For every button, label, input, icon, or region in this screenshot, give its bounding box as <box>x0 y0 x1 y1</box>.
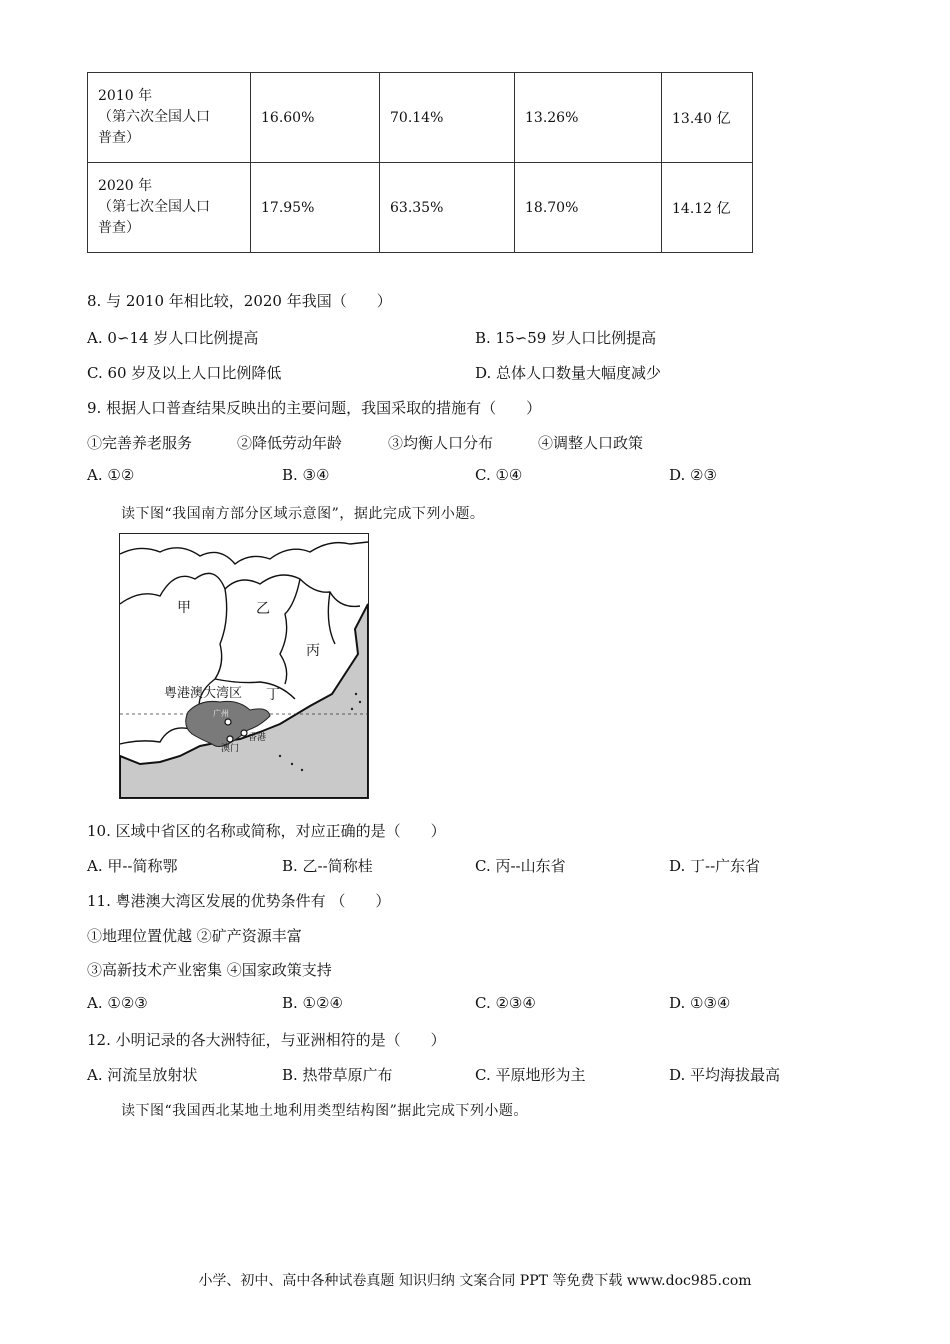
q10-stem: 10. 区域中省区的名称或简称，对应正确的是（ ） <box>87 822 446 840</box>
q10-option-a[interactable]: A. 甲--简称鄂 <box>87 857 178 875</box>
q8-option-d[interactable]: D. 总体人口数量大幅度减少 <box>475 364 662 382</box>
census-label-end: 普查） <box>98 220 140 236</box>
q9-option-b[interactable]: B. ③④ <box>282 466 330 484</box>
q9-stem: 9. 根据人口普查结果反映出的主要问题，我国采取的措施有（ ） <box>87 399 542 417</box>
cell-total-population: 13.40 亿 <box>662 73 753 163</box>
q11-option-a[interactable]: A. ①②③ <box>87 994 148 1012</box>
page-footer: 小学、初中、高中各种试卷真题 知识归纳 文案合同 PPT 等免费下载 www.doc985.com <box>198 1273 752 1289</box>
chart-intro: 读下图“我国西北某地土地利用类型结构图”据此完成下列小题。 <box>121 1103 528 1119</box>
year-label: 2010 年 <box>98 88 153 104</box>
q11-stem: 11. 粤港澳大湾区发展的优势条件有 （ ） <box>87 892 391 910</box>
q10-option-d[interactable]: D. 丁--广东省 <box>669 857 761 875</box>
q12-option-c[interactable]: C. 平原地形为主 <box>475 1066 586 1084</box>
q9-item-2: ②降低劳动年龄 <box>237 434 343 452</box>
q11-option-d[interactable]: D. ①③④ <box>669 994 731 1012</box>
q12-stem: 12. 小明记录的各大洲特征，与亚洲相符的是（ ） <box>87 1031 446 1049</box>
cell-age-15-59: 70.14% <box>380 73 515 163</box>
q9-item-1: ①完善养老服务 <box>87 434 193 452</box>
q9-option-c[interactable]: C. ①④ <box>475 466 523 484</box>
census-label: （第六次全国人口 <box>98 109 210 125</box>
q9-option-a[interactable]: A. ①② <box>87 466 135 484</box>
q8-stem: 8. 与 2010 年相比较，2020 年我国（ ） <box>87 292 392 310</box>
q10-option-b[interactable]: B. 乙--简称桂 <box>282 857 373 875</box>
cell-age-15-59: 63.35% <box>380 163 515 253</box>
cell-age-0-14: 16.60% <box>251 73 380 163</box>
q11-option-b[interactable]: B. ①②④ <box>282 994 343 1012</box>
q10-option-c[interactable]: C. 丙--山东省 <box>475 857 566 875</box>
region-bing-label: 丙 <box>306 643 320 659</box>
cell-age-60-plus: 13.26% <box>515 73 662 163</box>
q11-items-line1: ①地理位置优越 ②矿产资源丰富 <box>87 927 302 945</box>
q8-option-b[interactable]: B. 15∽59 岁人口比例提高 <box>475 329 657 347</box>
q9-item-4: ④调整人口政策 <box>538 434 644 452</box>
q12-option-a[interactable]: A. 河流呈放射状 <box>87 1066 198 1084</box>
q12-option-b[interactable]: B. 热带草原广布 <box>282 1066 393 1084</box>
cell-age-0-14: 17.95% <box>251 163 380 253</box>
cell-age-60-plus: 18.70% <box>515 163 662 253</box>
table-row <box>88 73 753 163</box>
q9-item-3: ③均衡人口分布 <box>388 434 494 452</box>
year-label: 2020 年 <box>98 178 153 194</box>
region-ding-label: 丁 <box>266 687 280 703</box>
year-cell <box>88 73 251 163</box>
q12-option-d[interactable]: D. 平均海拔最高 <box>669 1066 781 1084</box>
region-jia-label: 甲 <box>177 600 191 616</box>
south-china-map <box>119 533 369 799</box>
map-intro: 读下图“我国南方部分区域示意图”，据此完成下列小题。 <box>121 506 485 522</box>
q11-option-c[interactable]: C. ②③④ <box>475 994 536 1012</box>
q8-option-c[interactable]: C. 60 岁及以上人口比例降低 <box>87 364 282 382</box>
q11-items-line2: ③高新技术产业密集 ④国家政策支持 <box>87 961 332 979</box>
hongkong-label: 香港 <box>248 733 267 743</box>
q9-option-d[interactable]: D. ②③ <box>669 466 717 484</box>
macau-label: 澳门 <box>221 744 240 754</box>
year-cell <box>88 163 251 253</box>
census-label-end: 普查） <box>98 130 140 146</box>
population-table <box>87 72 753 253</box>
map-graphic <box>120 534 368 798</box>
table-row <box>88 163 753 253</box>
region-yi-label: 乙 <box>256 601 270 617</box>
bay-area-label: 粤港澳大湾区 <box>164 686 243 701</box>
cell-total-population: 14.12 亿 <box>662 163 753 253</box>
q8-option-a[interactable]: A. 0∽14 岁人口比例提高 <box>87 329 259 347</box>
guangzhou-label: 广州 <box>213 709 229 718</box>
census-label: （第七次全国人口 <box>98 199 210 215</box>
